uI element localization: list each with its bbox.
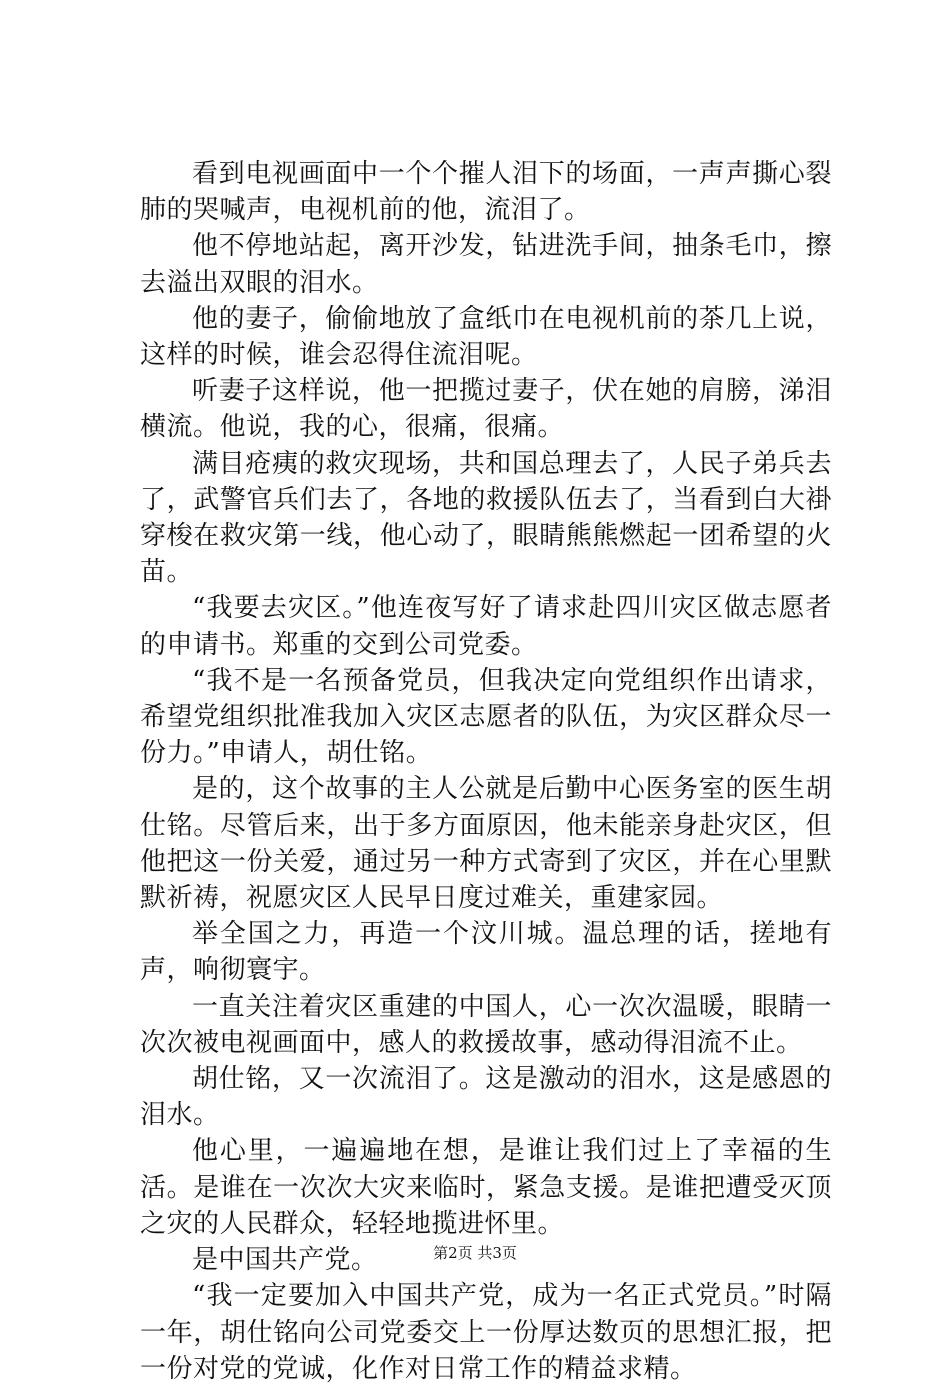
page-number-label: 第2页 共3页 xyxy=(433,1244,517,1262)
paragraph-1: 看到电视画面中一个个摧人泪下的场面，一声声撕心裂肺的哭喊声，电视机前的他，流泪了。 xyxy=(140,159,832,226)
page-footer xyxy=(0,1242,950,1263)
paragraph-5: 满目疮痍的救灾现场，共和国总理去了，人民子弟兵去了，武警官兵们去了，各地的救援队伍去了，当看到白大褂穿梭在救灾第一线，他心动了，眼睛熊熊燃起一团希望的火苗。 xyxy=(140,448,832,588)
paragraph-8: 是的，这个故事的主人公就是后勤中心医务室的医生胡仕铭。尽管后来，出于多方面原因，他未能亲身赴灾区，但他把这一份关爱，通过另一种方式寄到了灾区，并在心里默默祈祷，祝愿灾区人民早日度过难关，重建家园。 xyxy=(140,774,832,914)
paragraph-11: 胡仕铭，又一次流泪了。这是激动的泪水，这是感恩的泪水。 xyxy=(140,1064,832,1131)
paragraph-12: 他心里，一遍遍地在想，是谁让我们过上了幸福的生活。是谁在一次次大灾来临时，紧急支援。是谁把遭受灭顶之灾的人民群众，轻轻地揽进怀里。 xyxy=(140,1136,832,1239)
paragraph-10: 一直关注着灾区重建的中国人，心一次次温暖，眼睛一次次被电视画面中，感人的救援故事，感动得泪流不止。 xyxy=(140,991,832,1058)
paragraph-7: “我不是一名预备党员，但我决定向党组织作出请求，希望党组织批准我加入灾区志愿者的队伍，为灾区群众尽一份力。”申请人，胡仕铭。 xyxy=(140,665,832,769)
paragraph-9: 举全国之力，再造一个汶川城。温总理的话，搓地有声，响彻寰宇。 xyxy=(140,919,832,986)
paragraph-13: 是中国共产党。 xyxy=(192,1245,378,1276)
paragraph-4: 听妻子这样说，他一把揽过妻子，伏在她的肩膀，涕泪横流。他说，我的心，很痛，很痛。 xyxy=(140,376,832,443)
paragraph-14: “我一定要加入中国共产党，成为一名正式党员。”时隔一年，胡仕铭向公司党委交上一份厚达数页的思想汇报，把一份对党的党诚，化作对日常工作的精益求精。 xyxy=(140,1281,832,1384)
paragraph-6: “我要去灾区。”他连夜写好了请求赴四川灾区做志愿者的申请书。郑重的交到公司党委。 xyxy=(140,593,832,660)
paragraph-3: 他的妻子，偷偷地放了盒纸巾在电视机前的茶几上说，这样的时候，谁会忍得住流泪呢。 xyxy=(140,303,832,371)
document-body xyxy=(140,156,832,1387)
paragraph-2: 他不停地站起，离开沙发，钻进洗手间，抽条毛巾，擦去溢出双眼的泪水。 xyxy=(140,231,832,298)
